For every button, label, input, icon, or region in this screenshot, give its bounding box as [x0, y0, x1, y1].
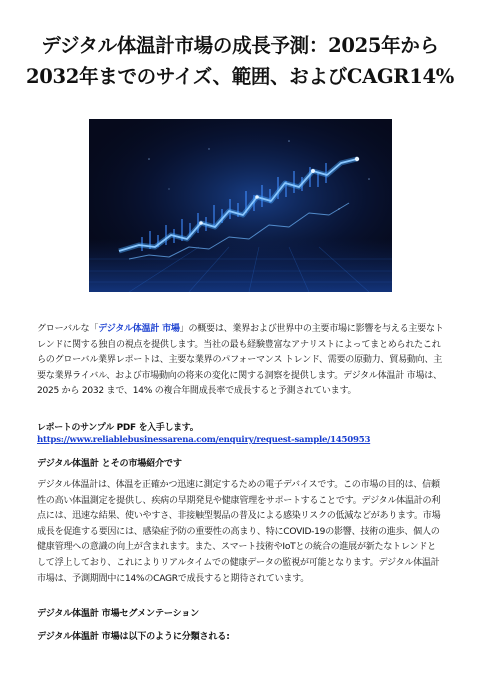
intro-prefix: グローバルな「: [37, 324, 99, 334]
sample-label: レポートのサンプル PDF を入手します。: [37, 423, 199, 433]
hero-chart-graphic: [89, 119, 392, 292]
sample-request-paragraph: [37, 422, 444, 446]
sample-request-link[interactable]: https://www.reliablebusinessarena.com/enquiry/request-sample/1450953: [37, 435, 371, 445]
market-name-link[interactable]: デジタル体温計 市場: [98, 324, 180, 334]
market-intro-heading: デジタル体温計 とその市場紹介です: [37, 459, 182, 469]
classification-heading: デジタル体温計 市場は以下のように分類される:: [37, 632, 230, 642]
title-line-1: デジタル体温計市場の成長予測：2025年から: [41, 34, 439, 57]
intro-paragraph: [37, 322, 444, 400]
market-description-paragraph: デジタル体温計は、体温を正確かつ迅速に測定するための電子デバイスです。この市場の目的は、信頼性の高い体温測定を提供し、疾病の早期発見や健康管理をサポートすることです。デジタル体温計の利点には、迅速な結果、使いやすさ、非接触型製品の普及による感染リスクの低減などがあります。市場成長を促進する要因には、感染症予防の重要性の高まり、特にCOVID-19の影響、技術の進歩、個人の健康管理への意識の向上が含まれます。また、スマート技術やIoTとの統合の進展が新たなトレンドとして浮上しており、これによりリアルタイムでの健康データの監視が可能となります。デジタル体温計市場は、予測期間中に14%のCAGRで成長すると期待されています。: [37, 480, 441, 584]
segmentation-heading: デジタル体温計 市場セグメンテーション: [37, 609, 200, 619]
title-line-2: 2032年までのサイズ、範囲、およびCAGR14%: [26, 65, 454, 88]
intro-suffix: 」の概要は、業界および世界中の主要市場に影響を与える主要なトレンドに関する独自の視点を提供します。当社の最も経験豊富なアナリストによってまとめられたこれらのグローバル業界レポートは、主要な業界のパフォーマンス トレンド、需要の原動力、貿易動向、主要な業界ライバル、および市場動向の将来の変化に関する洞察を提供します。デジタル体温計 市場は、2025 から 2032 まで、14% の複合年間成長率で成長すると予測されています。: [37, 324, 444, 397]
page-title: [20, 30, 460, 92]
hero-image-financial-chart: [89, 119, 392, 292]
